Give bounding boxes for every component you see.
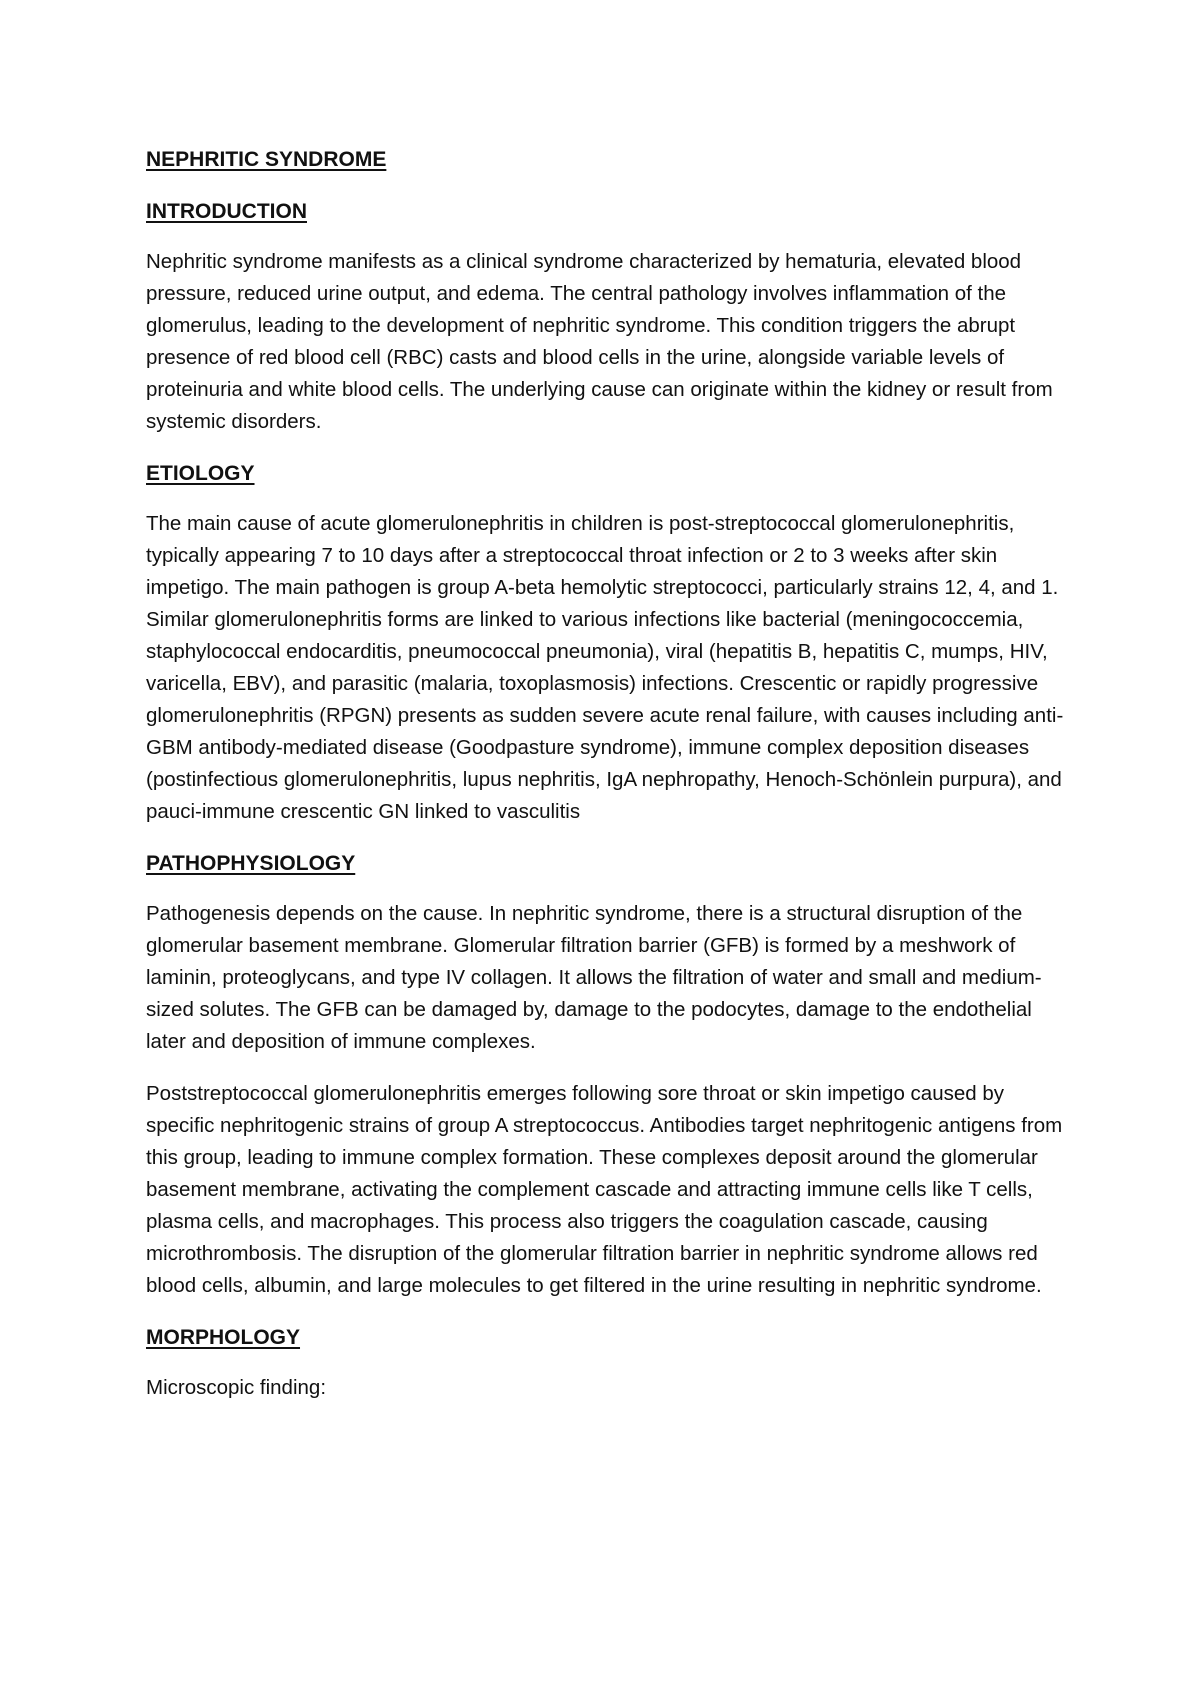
section-heading-pathophysiology: PATHOPHYSIOLOGY [146, 852, 356, 875]
morphology-paragraph: Microscopic finding: [146, 1376, 327, 1399]
pathophysiology-paragraph-1: Pathogenesis depends on the cause. In nephritic syndrome, there is a structural disruption of the glomerular basement membrane. Glomerular filtration barrier (GFB) is formed by a meshwork of laminin, proteoglycans, and type IV collagen. It allows the filtration of water and small and medium-sized solutes. The GFB can be damaged by, damage to the podocytes, damage to the endothelial later and deposition of immune complexes. [146, 902, 1042, 1053]
section-introduction [146, 196, 1076, 438]
pathophysiology-paragraph-2: Poststreptococcal glomerulonephritis emerges following sore throat or skin impetigo caused by specific nephritogenic strains of group A streptococcus. Antibodies target nephritogenic antigens from this group, leading to immune complex formation. These complexes deposit around the glomerular basement membrane, activating the complement cascade and attracting immune cells like T cells, plasma cells, and macrophages. This process also triggers the coagulation cascade, causing microthrombosis. The disruption of the glomerular filtration barrier in nephritic syndrome allows red blood cells, albumin, and large molecules to get filtered in the urine resulting in nephritic syndrome. [146, 1082, 1063, 1297]
section-pathophysiology [146, 848, 1076, 1302]
introduction-paragraph: Nephritic syndrome manifests as a clinical syndrome characterized by hematuria, elevated blood pressure, reduced urine output, and edema. The central pathology involves inflammation of the glomerulus, leading to the development of nephritic syndrome. This condition triggers the abrupt presence of red blood cell (RBC) casts and blood cells in the urine, alongside variable levels of proteinuria and white blood cells. The underlying cause can originate within the kidney or result from systemic disorders. [146, 250, 1053, 433]
section-etiology [146, 458, 1076, 828]
section-heading-etiology: ETIOLOGY [146, 462, 255, 485]
document-title: NEPHRITIC SYNDROME [146, 148, 387, 171]
section-heading-morphology: MORPHOLOGY [146, 1326, 301, 1349]
section-morphology [146, 1322, 1076, 1404]
etiology-paragraph: The main cause of acute glomerulonephritis in children is post-streptococcal glomerulonephritis, typically appearing 7 to 10 days after a streptococcal throat infection or 2 to 3 weeks after skin impetigo. The main pathogen is group A-beta hemolytic streptococci, particularly strains 12, 4, and 1. Similar glomerulonephritis forms are linked to various infections like bacterial (meningococcemia, staphylococcal endocarditis, pneumococcal pneumonia), viral (hepatitis B, hepatitis C, mumps, HIV, varicella, EBV), and parasitic (malaria, toxoplasmosis) infections. Crescentic or rapidly progressive glomerulonephritis (RPGN) presents as sudden severe acute renal failure, with causes including anti-GBM antibody-mediated disease (Goodpasture syndrome), immune complex deposition diseases (postinfectious glomerulonephritis, lupus nephritis, IgA nephropathy, Henoch-Schönlein purpura), and pauci-immune crescentic GN linked to vasculitis [146, 512, 1064, 823]
document-content [146, 144, 1076, 1404]
section-heading-introduction: INTRODUCTION [146, 200, 307, 223]
